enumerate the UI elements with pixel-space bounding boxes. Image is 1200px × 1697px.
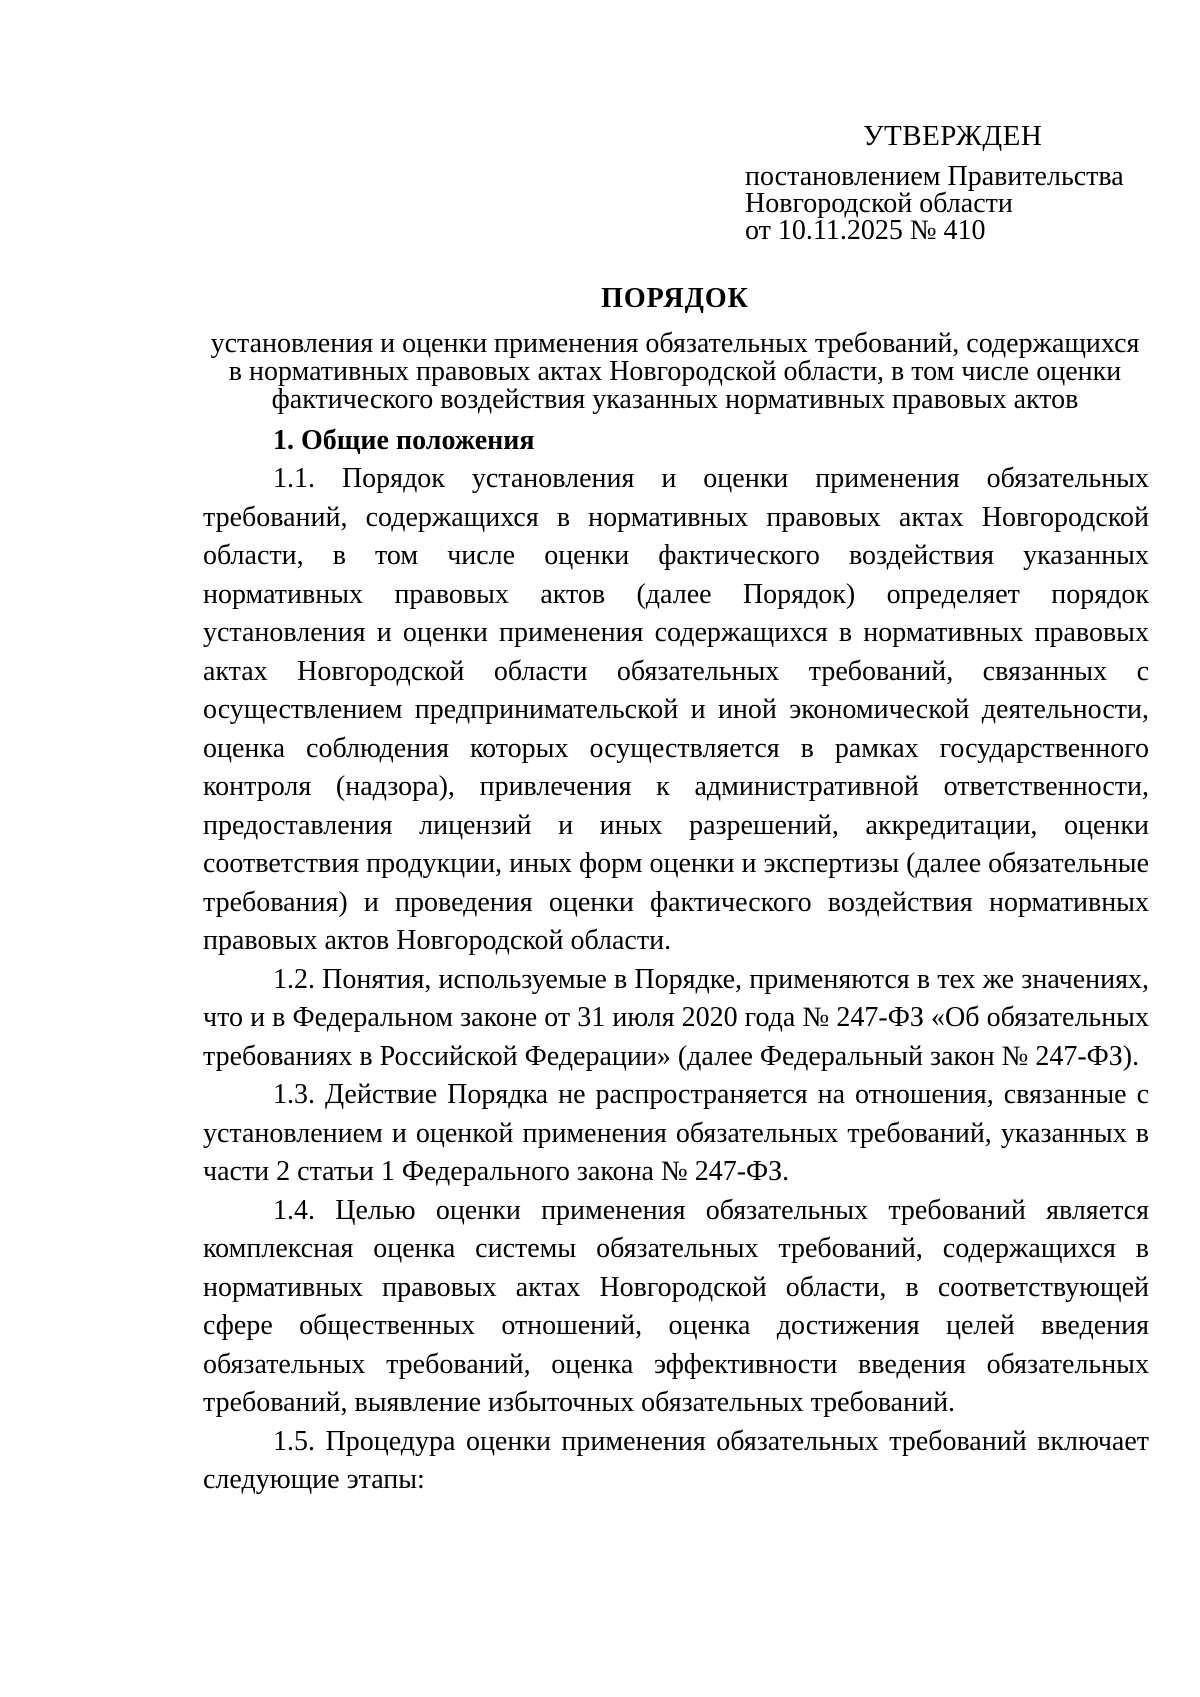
document-title: ПОРЯДОК — [601, 283, 749, 314]
approval-line-1: постановлением Правительства — [745, 161, 1124, 192]
subtitle-line-1: установления и оценки применения обязательных требований, содержащихся — [210, 328, 1140, 359]
paragraph-1-1: 1.1. Порядок установления и оценки применения обязательных требований, содержащихся в нормативных правовых актах Новгородской области, в том числе оценки фактического воздействия указанных нормативных правовых актов (далее Порядок) определяет порядок установления и оценки применения содержащихся в нормативных правовых актах Новгородской области обязательных требований, связанных с осуществлением предпринимательской и иной экономической деятельности, оценка соблюдения которых осуществляется в рамках государственного контроля (надзора), привлечения к административной ответственности, предоставления лицензий и иных разрешений, аккредитации, оценки соответствия продукции, иных форм оценки и экспертизы (далее обязательные требования) и проведения оценки фактического воздействия нормативных правовых актов Новгородской области. — [203, 463, 1149, 956]
document-body — [203, 422, 1149, 1500]
section-heading: 1. Общие положения — [273, 425, 535, 456]
approved-label: УТВЕРЖДЕН — [863, 120, 1043, 152]
subtitle-line-3: фактического воздействия указанных нормативных правовых актов — [271, 384, 1079, 415]
paragraph-1-2: 1.2. Понятия, используемые в Порядке, применяются в тех же значениях, что и в Федеральном законе от 31 июля 2020 года № 247-ФЗ «Об обязательных требованиях в Российской Федерации» (далее Федеральный закон № 247-ФЗ). — [203, 963, 1149, 1072]
paragraph-1-4: 1.4. Целью оценки применения обязательных требований является комплексная оценка системы обязательных требований, содержащихся в нормативных правовых актах Новгородской области, в соответствующей сфере общественных отношений, оценка достижения целей введения обязательных требований, оценка эффективности введения обязательных требований, выявление избыточных обязательных требований. — [203, 1194, 1149, 1418]
approval-line-3: от 10.11.2025 № 410 — [745, 215, 986, 246]
paragraph-1-5: 1.5. Процедура оценки применения обязательных требований включает следующие этапы: — [203, 1425, 1149, 1495]
subtitle-line-2: в нормативных правовых актах Новгородской области, в том числе оценки — [228, 356, 1122, 387]
document-subtitle — [195, 330, 1155, 414]
paragraph-1-3: 1.3. Действие Порядка не распространяется на отношения, связанные с установлением и оценкой применения обязательных требований, указанных в части 2 статьи 1 Федерального закона № 247-ФЗ. — [203, 1079, 1149, 1187]
approval-line-2: Новгородской области — [745, 188, 1013, 219]
document-title-block — [195, 282, 1155, 414]
